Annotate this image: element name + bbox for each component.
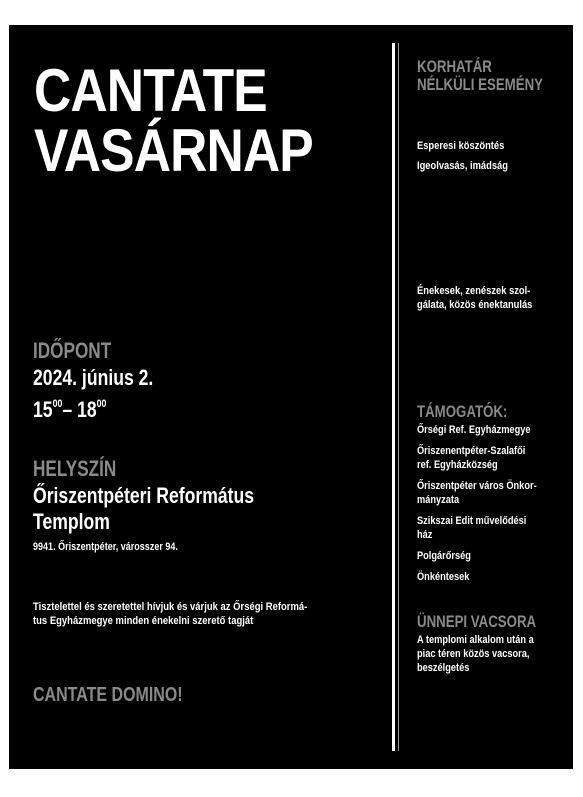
sponsor-item: Őriszenentpéter-Szalafői (417, 445, 526, 457)
sponsor-item: Önkéntesek (417, 571, 470, 583)
time-end-minutes: 00 (96, 398, 107, 410)
time-end: 18 (77, 397, 97, 422)
sponsor-item: Polgárőrség (417, 550, 471, 562)
vertical-divider (392, 43, 395, 751)
event-time (33, 392, 106, 422)
dinner-line: piac téren közös vacsora, (417, 648, 530, 660)
sponsor-item: ref. Egyházközség (417, 459, 498, 471)
sponsor-item: mányzata (417, 494, 460, 506)
dinner-heading: ÜNNEPI VACSORA (417, 612, 537, 631)
sponsor-item: Őriszentpéter város Önkor- (417, 480, 537, 492)
invitation-line-1: Tisztelettel és szeretettel hívjuk és várjuk az Őrségi Reformá- (33, 601, 308, 613)
sponsors-list (417, 423, 537, 584)
dinner-line: A templomi alkalom után a (417, 634, 534, 646)
venue-name (33, 483, 254, 535)
venue-name-line-1: Őriszentpéteri Református (33, 483, 255, 508)
motto: CANTATE DOMINO! (33, 684, 183, 706)
program-item: Esperesi köszöntés (417, 140, 505, 152)
venue-address: 9941. Őriszentpéter, városszer 94. (33, 541, 178, 553)
venue-heading: HELYSZÍN (33, 456, 117, 481)
dinner-text (417, 633, 534, 675)
event-title (34, 57, 313, 184)
title-line-1: CANTATE (34, 57, 267, 124)
title-line-2: VASÁRNAP (34, 117, 313, 184)
program-list (417, 136, 508, 176)
time-heading: IDŐPONT (33, 338, 112, 363)
poster (9, 25, 573, 769)
program-item: Igeolvasás, imádság (417, 160, 508, 172)
sponsor-item: Szikszai Edit művelődési (417, 515, 527, 527)
sponsor-item: ház (417, 529, 433, 541)
age-heading (417, 58, 543, 94)
program-music-line-1: Énekesek, zenészek szol- (417, 285, 531, 297)
age-heading-line-2: NÉLKÜLI ESEMÉNY (417, 75, 543, 94)
time-separator: – (62, 397, 78, 422)
vertical-divider-thin (398, 43, 399, 751)
event-date: 2024. június 2. (33, 365, 154, 390)
dinner-line: beszélgetés (417, 662, 470, 674)
program-music (417, 284, 532, 312)
invitation-line-2: tus Egyházmegye minden énekelni szerető tagját (33, 615, 254, 627)
sponsor-item: Őrségi Ref. Egyházmegye (417, 424, 531, 436)
time-start-minutes: 00 (52, 398, 63, 410)
sponsors-heading: TÁMOGATÓK: (417, 402, 508, 421)
program-music-line-2: gálata, közös énektanulás (417, 299, 533, 311)
time-start: 15 (33, 397, 53, 422)
age-heading-line-1: KORHATÁR (417, 57, 492, 76)
venue-name-line-2: Templom (33, 509, 110, 534)
invitation-text (33, 600, 307, 628)
